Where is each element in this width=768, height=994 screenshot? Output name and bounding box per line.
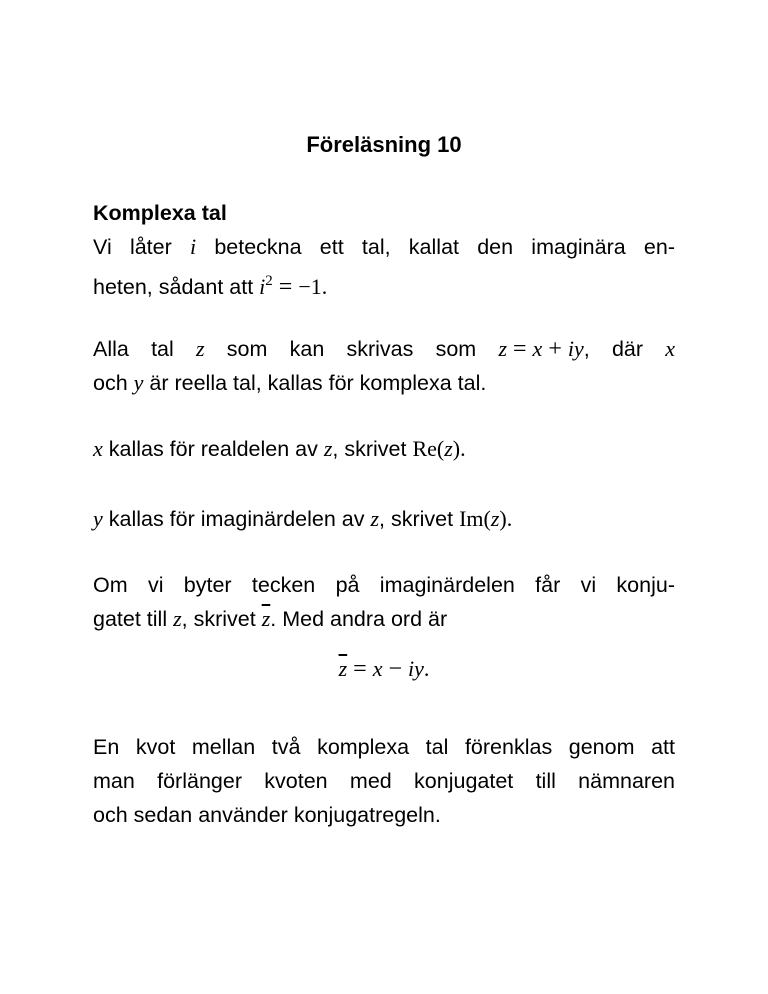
paragraph-konjugat	[93, 568, 675, 636]
math-z: z	[444, 436, 453, 461]
p4-line1	[93, 502, 675, 536]
text: heten, sådant att	[93, 275, 260, 299]
math-period: .	[321, 274, 328, 299]
math-z-conjugate: $\overline{z}$	[261, 606, 271, 631]
math-minus: −	[388, 656, 403, 682]
math-close: ).	[452, 436, 466, 461]
section-komplexa-tal	[93, 196, 675, 304]
math-plus: +	[548, 336, 562, 362]
page-title: Föreläsning 10	[306, 132, 462, 157]
text: är reella tal, kallas för komplexa tal.	[143, 371, 487, 395]
p3-line1	[93, 432, 675, 466]
math-i: i	[259, 274, 266, 299]
text: och	[93, 371, 134, 395]
p1-line2	[93, 264, 675, 304]
math-equals: =	[353, 656, 367, 682]
math-z: z	[498, 336, 507, 361]
text: Alla tal	[93, 337, 196, 361]
math-z: z	[490, 506, 500, 531]
math-x: x	[532, 336, 543, 361]
math-y: y	[93, 506, 103, 531]
math-value: −1	[298, 274, 322, 299]
p1-line1	[93, 230, 675, 264]
paragraph-kvot	[93, 730, 675, 832]
p5-line2	[93, 602, 675, 636]
math-iy: iy	[567, 336, 584, 361]
math-x: x	[372, 656, 383, 681]
math-exponent: 2	[265, 273, 273, 289]
text: kallas för realdelen av	[102, 437, 324, 461]
math-equals: =	[278, 274, 293, 300]
text: , skrivet	[332, 437, 413, 461]
p6-line2: man förlänger kvoten med konjugatet till nämnaren	[93, 769, 675, 793]
display-equation	[0, 652, 768, 686]
math-z: z	[196, 336, 205, 361]
math-x: x	[93, 436, 103, 461]
math-z-conjugate: $\overline{z}$	[338, 656, 348, 681]
text: som kan skrivas som	[204, 337, 499, 361]
p5-line1: Om vi byter tecken på imaginärdelen får vi konju-	[93, 573, 675, 597]
text: , skrivet	[181, 607, 262, 631]
text: , skrivet	[379, 507, 460, 531]
math-x: x	[665, 336, 675, 361]
math-iy: iy	[408, 656, 424, 681]
text: beteckna ett tal, kallat den imaginära en-	[196, 235, 675, 259]
math-z: z	[370, 506, 380, 531]
math-y: y	[133, 370, 144, 395]
text: kallas för imaginärdelen av	[102, 507, 371, 531]
text: gatet till	[93, 607, 174, 631]
math-im-function: Im(	[459, 506, 491, 531]
text: . Med andra ord är	[270, 607, 448, 631]
math-z: z	[173, 606, 182, 631]
math-close: ).	[499, 506, 513, 531]
section-heading: Komplexa tal	[93, 201, 227, 225]
math-equals: =	[513, 336, 527, 362]
math-z: z	[323, 436, 333, 461]
math-i: i	[189, 234, 197, 259]
math-re-function: Re(	[412, 436, 445, 461]
paragraph-realdel	[93, 432, 675, 466]
p6-line1: En kvot mellan två komplexa tal förenklas genom att	[93, 735, 675, 759]
text: Vi låter	[93, 235, 190, 259]
p2-line2	[93, 366, 675, 400]
p2-line1	[93, 332, 675, 366]
paragraph-definition	[93, 332, 675, 400]
paragraph-imaginardel	[93, 502, 675, 536]
p6-line3: och sedan använder konjugatregeln.	[93, 803, 441, 827]
text: , där	[583, 337, 666, 361]
math-period: .	[423, 656, 430, 681]
